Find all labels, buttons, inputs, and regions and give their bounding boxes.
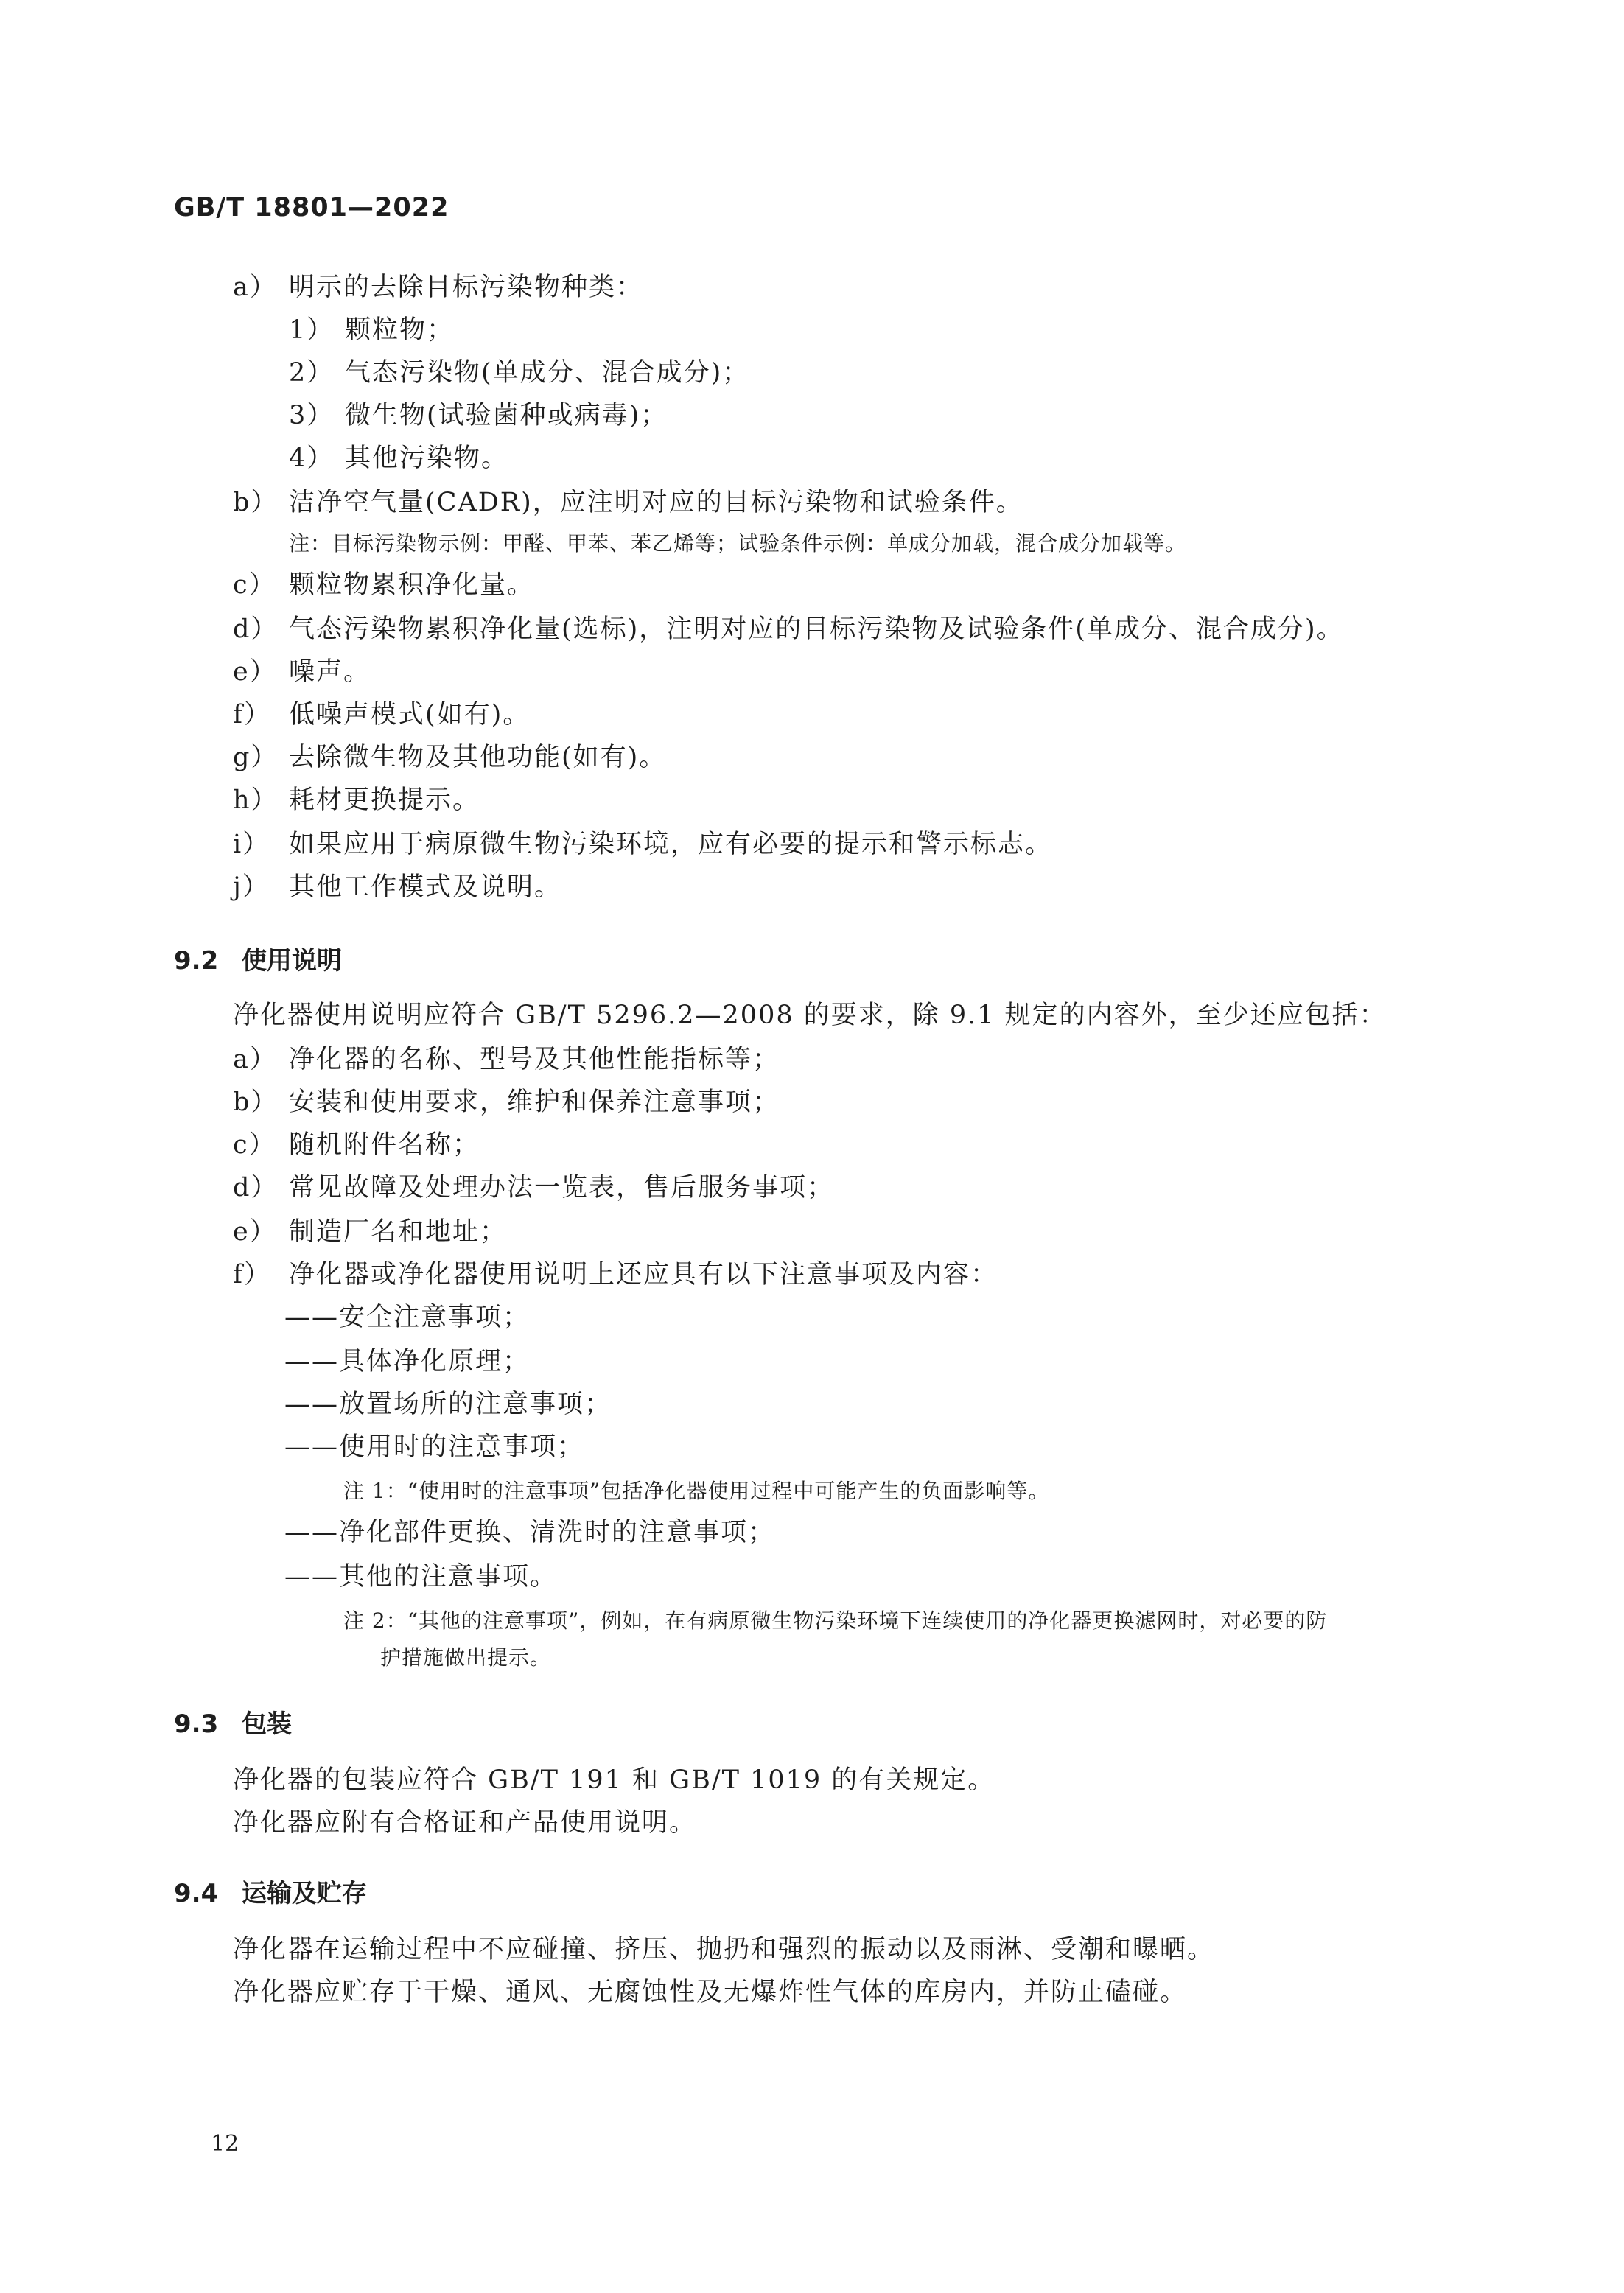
page-number: 12 <box>211 2131 239 2157</box>
dash-item: ——具体净化原理； <box>284 1347 531 1376</box>
paragraph: 净化器应贮存于干燥、通风、无腐蚀性及无爆炸性气体的库房内，并防止磕碰。 <box>233 1978 1188 2007</box>
section-heading-9-4: 9.4 运输及贮存 <box>174 1879 367 1908</box>
document-id: GB/T 18801—2022 <box>174 193 449 223</box>
paragraph: 净化器应附有合格证和产品使用说明。 <box>233 1808 697 1838</box>
note-1: 注 1：“使用时的注意事项”包括净化器使用过程中可能产生的负面影响等。 <box>343 1479 1050 1503</box>
note-2-continuation: 护措施做出提示。 <box>380 1645 552 1670</box>
note-2: 注 2：“其他的注意事项”，例如，在有病原微生物污染环境下连续使用的净化器更换滤网时，对必要的防 <box>343 1608 1328 1633</box>
note: 注：目标污染物示例：甲醛、甲苯、苯乙烯等；试验条件示例：单成分加载，混合成分加载等。 <box>289 531 1187 556</box>
dash-item: ——净化部件更换、清洗时的注意事项； <box>284 1518 776 1547</box>
dash-item: ——其他的注意事项。 <box>284 1562 558 1592</box>
section-heading-9-3: 9.3 包装 <box>174 1709 292 1739</box>
paragraph: 净化器使用说明应符合 GB/T 5296.2—2008 的要求，除 9.1 规定的内容外，至少还应包括： <box>233 1001 1387 1030</box>
paragraph: 净化器的包装应符合 GB/T 191 和 GB/T 1019 的有关规定。 <box>233 1765 995 1795</box>
paragraph: 净化器在运输过程中不应碰撞、挤压、抛扔和强烈的振动以及雨淋、受潮和曝晒。 <box>233 1935 1215 1964</box>
dash-item: ——安全注意事项； <box>284 1303 531 1332</box>
dash-item: ——使用时的注意事项； <box>284 1432 585 1462</box>
section-heading-9-2: 9.2 使用说明 <box>174 946 342 976</box>
dash-item: ——放置场所的注意事项； <box>284 1390 612 1419</box>
